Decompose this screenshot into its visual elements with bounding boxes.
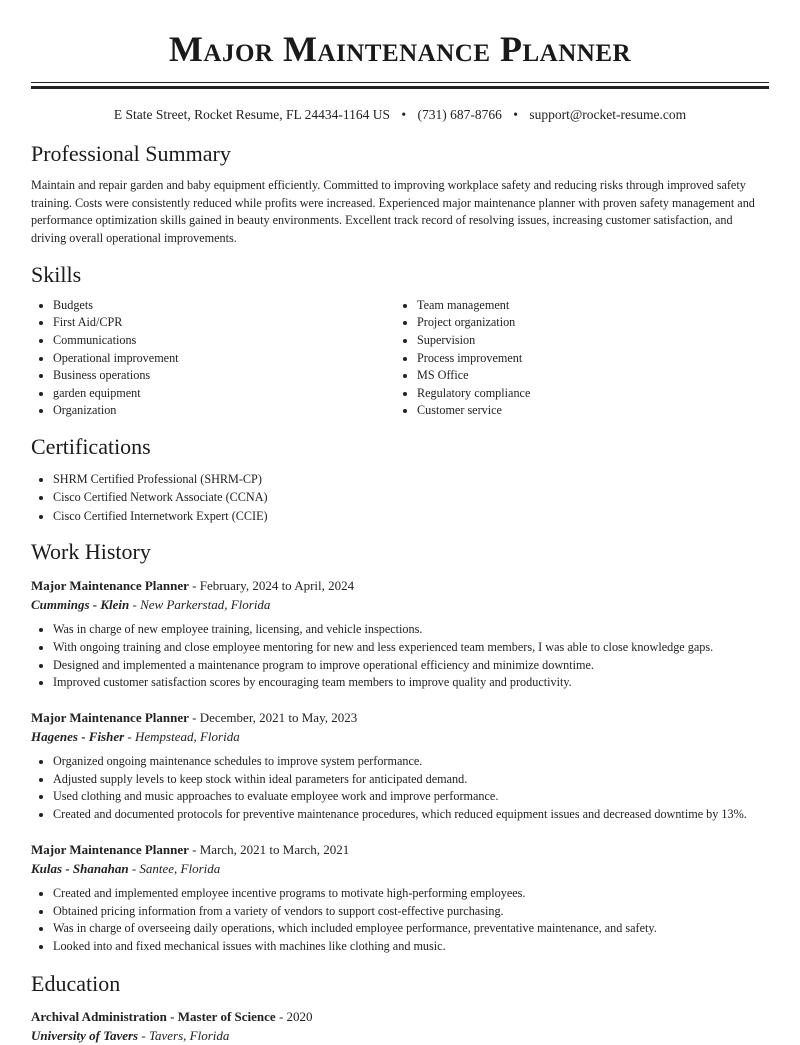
certification-item: • SHRM Certified Professional (SHRM-CP) bbox=[53, 470, 769, 488]
job-company-line bbox=[31, 727, 769, 746]
contact-phone: (731) 687-8766 bbox=[417, 107, 502, 122]
education-degree: Archival Administration - Master of Science bbox=[31, 1008, 276, 1024]
section-heading-summary: Professional Summary bbox=[31, 141, 231, 166]
skill-item: • Project organization bbox=[417, 314, 759, 332]
skill-item: • garden equipment bbox=[53, 385, 395, 403]
job-bullet: • Used clothing and music approaches to evaluate employee work and improve performance. bbox=[53, 788, 769, 806]
job-company-line bbox=[31, 595, 769, 614]
job-company: Cummings - Klein bbox=[31, 597, 130, 613]
skills-list-left bbox=[31, 297, 395, 420]
skill-item: • Regulatory compliance bbox=[417, 385, 759, 403]
contact-address: E State Street, Rocket Resume, FL 24434-1164 US bbox=[113, 107, 390, 122]
candidate-name: Major Maintenance Planner bbox=[168, 29, 632, 69]
job-location: - Santee, Florida bbox=[128, 860, 221, 876]
certification-item: • Cisco Certified Internetwork Expert (CCIE) bbox=[53, 507, 769, 525]
job-bullet: • Was in charge of new employee training, licensing, and vehicle inspections. bbox=[53, 621, 769, 639]
job-company-line bbox=[31, 859, 769, 878]
education-school-line bbox=[31, 1026, 769, 1045]
contact-separator: • bbox=[401, 107, 407, 122]
job-location: - Hempstead, Florida bbox=[124, 729, 240, 744]
summary-text: Maintain and repair garden and baby equipment efficiently. Committed to improving workplace safety and reducing risks through improved safety training. Costs were consistently reduced while profits were increased. Experienced major maintenance planner with proven safety management and performance optimization skills gained in beauty environments. Excellent track record of resolving issues, increasing customer satisfaction, and driving overall operational improvements. bbox=[31, 178, 755, 246]
skill-item: • Budgets bbox=[53, 297, 395, 315]
education-location: - Tavers, Florida bbox=[138, 1027, 230, 1043]
contact-line bbox=[31, 106, 769, 124]
job-bullets bbox=[31, 621, 769, 692]
job-bullet: • Obtained pricing information from a variety of vendors to support cost-effective purchasing. bbox=[53, 903, 769, 921]
section-heading-work-history: Work History bbox=[31, 539, 151, 565]
job-title: Major Maintenance Planner bbox=[31, 710, 189, 725]
job-bullet: • Adjusted supply levels to keep stock within ideal parameters for anticipated demand. bbox=[53, 771, 769, 789]
section-heading-education: Education bbox=[31, 970, 121, 996]
job-entry bbox=[31, 708, 769, 824]
skill-item: • First Aid/CPR bbox=[53, 314, 395, 332]
skill-item: • Customer service bbox=[417, 402, 759, 420]
header-divider-thin bbox=[31, 82, 769, 83]
contact-separator: • bbox=[513, 107, 518, 122]
job-entry bbox=[31, 576, 769, 692]
skill-item: • MS Office bbox=[417, 367, 759, 385]
job-bullet: • Organized ongoing maintenance schedules to improve system performance. bbox=[53, 753, 769, 771]
job-location: - New Parkerstad, Florida bbox=[129, 597, 271, 613]
certification-item: • Cisco Certified Network Associate (CCNA) bbox=[53, 488, 769, 506]
certifications-list bbox=[31, 470, 769, 525]
job-bullet: • Created and documented protocols for preventive maintenance procedures, which reduced equipment issues and decreased downtime by 13%. bbox=[53, 806, 769, 824]
job-bullet: • With ongoing training and close employee mentoring for new and less experienced team members, I was able to close knowledge gaps. bbox=[53, 639, 769, 657]
job-bullet: • Looked into and fixed mechanical issues with machines like clothing and music. bbox=[53, 938, 769, 956]
job-bullets bbox=[31, 885, 769, 956]
job-title-line bbox=[31, 708, 769, 727]
job-bullet: • Created and implemented employee incentive programs to motivate high-performing employees. bbox=[53, 885, 769, 903]
job-title: Major Maintenance Planner bbox=[31, 578, 189, 594]
skill-item: • Organization bbox=[53, 402, 395, 420]
job-title-line bbox=[31, 840, 769, 859]
skill-item: • Supervision bbox=[417, 332, 759, 350]
skills-list-right bbox=[395, 297, 759, 420]
job-dates: - February, 2024 to April, 2024 bbox=[188, 578, 355, 594]
skills-columns bbox=[31, 297, 769, 420]
job-dates: - March, 2021 to March, 2021 bbox=[188, 841, 350, 857]
education-degree-line bbox=[31, 1007, 769, 1026]
header-divider-thick bbox=[31, 86, 769, 89]
section-heading-skills: Skills bbox=[31, 261, 82, 287]
job-bullet: • Improved customer satisfaction scores by encouraging team members to improve quality and productivity. bbox=[53, 674, 769, 692]
education-year: - 2020 bbox=[275, 1008, 313, 1024]
section-heading-certifications: Certifications bbox=[31, 433, 151, 459]
skill-item: • Operational improvement bbox=[53, 350, 395, 368]
job-title-line bbox=[31, 576, 769, 595]
job-title: Major Maintenance Planner bbox=[31, 841, 189, 857]
skill-item: • Team management bbox=[417, 297, 759, 315]
skill-item: • Process improvement bbox=[417, 350, 759, 368]
skill-item: • Communications bbox=[53, 332, 395, 350]
job-company: Hagenes - Fisher bbox=[31, 729, 125, 744]
job-dates: - December, 2021 to May, 2023 bbox=[188, 710, 358, 725]
skill-item: • Business operations bbox=[53, 367, 395, 385]
job-bullet: • Designed and implemented a maintenance program to improve operational efficiency and minimize downtime. bbox=[53, 657, 769, 675]
job-bullets bbox=[31, 753, 769, 824]
job-company: Kulas - Shanahan bbox=[31, 860, 129, 876]
education-school: University of Tavers bbox=[31, 1027, 139, 1043]
job-entry bbox=[31, 840, 769, 956]
job-bullet: • Was in charge of overseeing daily operations, which included employee performance, preventative maintenance, and safety. bbox=[53, 920, 769, 938]
contact-email[interactable]: support@rocket-resume.com bbox=[529, 107, 687, 122]
